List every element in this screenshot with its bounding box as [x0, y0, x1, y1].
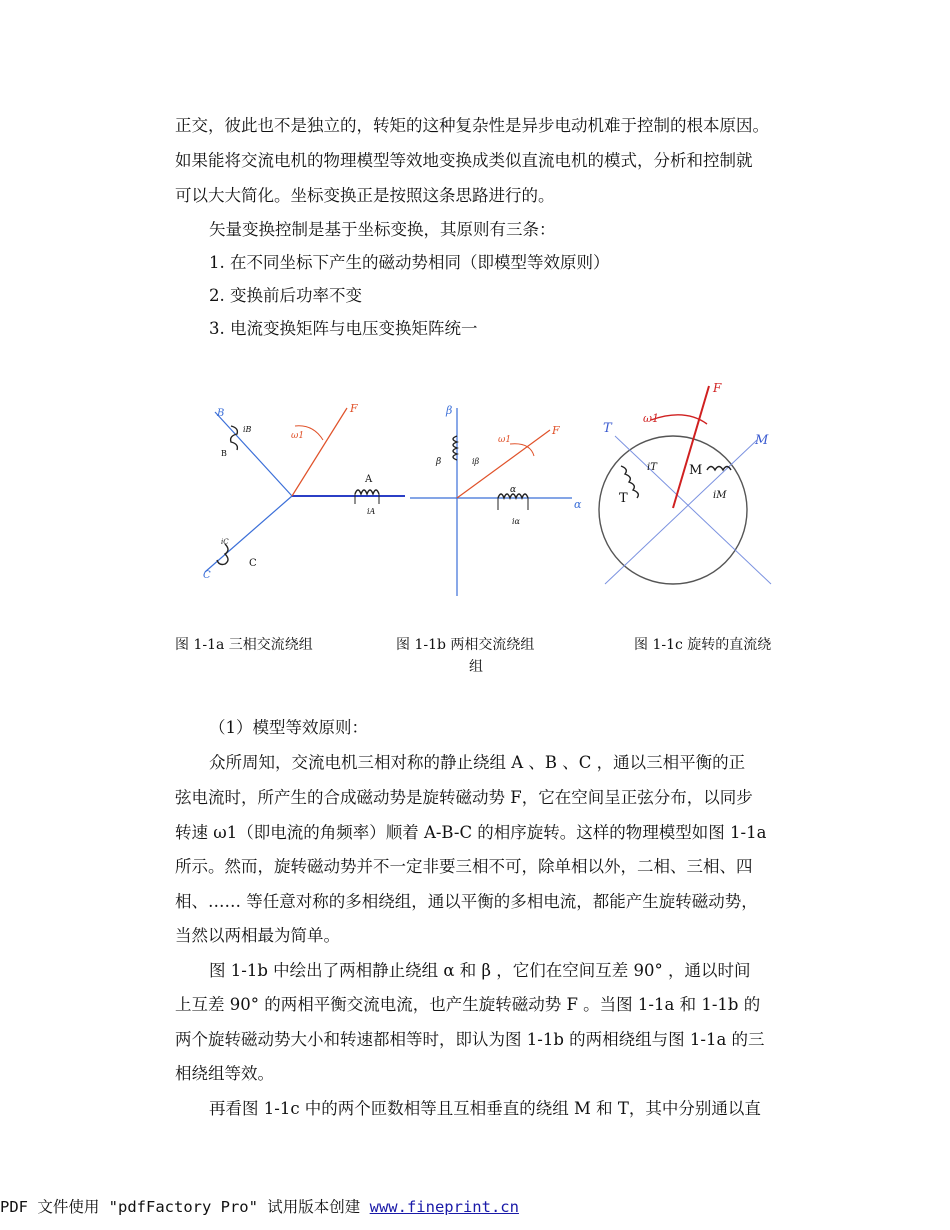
figure-1-1a — [195, 396, 415, 586]
paragraph-line: 正交，彼此也不是独立的，转矩的这种复杂性是异步电动机难于控制的根本原因。 — [175, 116, 769, 135]
ib-label: iB — [243, 425, 252, 434]
list-item: 3. 电流变换矩阵与电压变换矩阵统一 — [209, 319, 478, 338]
f-label: F — [350, 402, 358, 415]
paragraph-line: 可以大大简化。坐标变换正是按照这条思路进行的。 — [175, 186, 555, 205]
ialpha-label: iα — [512, 517, 520, 526]
alpha-axis-label: α — [574, 498, 582, 511]
paragraph-line: 转速 ω1（即电流的角频率）顺着 A-B-C 的相序旋转。这样的物理模型如图 1-1a — [175, 823, 767, 842]
pdf-footer — [0, 1195, 519, 1217]
omega-label: ω1 — [498, 435, 512, 445]
figure-caption-c: 图 1-1c 旋转的直流绕 — [634, 637, 772, 653]
winding-beta-label: β — [436, 457, 442, 467]
winding-m-label: M — [689, 463, 703, 478]
winding-alpha-label: α — [510, 485, 517, 495]
list-item: 1. 在不同坐标下产生的磁动势相同（即模型等效原则） — [209, 253, 610, 272]
figure-1-1c — [585, 378, 780, 598]
paragraph-line: 当然以两相最为简单。 — [175, 926, 340, 945]
ibeta-label: iβ — [472, 457, 480, 466]
omega-label: ω1 — [291, 431, 305, 441]
f-label: F — [713, 381, 722, 395]
ia-label: iA — [367, 507, 376, 516]
paragraph-line: 所示。然而，旋转磁动势并不一定非要三相不可，除单相以外，二相、三相、四 — [175, 857, 753, 876]
paragraph-line: 图 1-1b 中绘出了两相静止绕组 α 和 β ，它们在空间互差 90° ，通以时间 — [209, 961, 751, 980]
paragraph-line: 再看图 1-1c 中的两个匝数相等且互相垂直的绕组 M 和 T，其中分别通以直 — [209, 1099, 761, 1118]
paragraph-line: 相绕组等效。 — [175, 1064, 274, 1083]
footer-text: PDF 文件使用 "pdfFactory Pro" 试用版本创建 — [0, 1198, 370, 1216]
paragraph-line: 两个旋转磁动势大小和转速都相等时，即认为图 1-1b 的两相绕组与图 1-1a 的三 — [175, 1030, 765, 1049]
winding-b-label: B — [221, 449, 227, 458]
paragraph-line: 矢量变换控制是基于坐标变换，其原则有三条： — [209, 220, 556, 239]
paragraph-line: 弦电流时，所产生的合成磁动势是旋转磁动势 F，它在空间呈正弦分布，以同步 — [175, 788, 753, 807]
footer-link[interactable]: www.fineprint.cn — [369, 1198, 519, 1216]
figure-caption-b-cont: 组 — [469, 659, 483, 675]
paragraph-line: 上互差 90° 的两相平衡交流电流，也产生旋转磁动势 F 。当图 1-1a 和 1-1b 的 — [175, 995, 761, 1014]
winding-c-label: C — [249, 558, 257, 569]
list-item: 2. 变换前后功率不变 — [209, 286, 362, 305]
omega-label: ω1 — [643, 412, 659, 425]
axis-b-label: B — [217, 408, 225, 419]
figure-caption-a: 图 1-1a 三相交流绕组 — [175, 637, 313, 653]
figure-caption-b: 图 1-1b 两相交流绕组 — [396, 637, 535, 653]
paragraph-line: 如果能将交流电机的物理模型等效地变换成类似直流电机的模式，分析和控制就 — [175, 151, 753, 170]
winding-t-label: T — [619, 491, 628, 506]
t-axis-label: T — [603, 421, 612, 436]
section-heading: （1）模型等效原则： — [209, 718, 368, 737]
beta-axis-label: β — [446, 404, 453, 417]
paragraph-line: 相、…… 等任意对称的多相绕组，通以平衡的多相电流，都能产生旋转磁动势， — [175, 892, 758, 911]
f-label: F — [552, 424, 560, 437]
m-axis-label: M — [755, 433, 769, 448]
paragraph-line: 众所周知，交流电机三相对称的静止绕组 A 、B 、C ，通以三相平衡的正 — [209, 753, 746, 772]
it-label: iT — [647, 462, 657, 473]
figure-1-1b — [410, 398, 585, 598]
im-label: iM — [713, 490, 727, 501]
axis-c-label: C — [203, 570, 211, 581]
ic-label: iC — [221, 538, 229, 546]
winding-a-label: A — [365, 474, 373, 485]
